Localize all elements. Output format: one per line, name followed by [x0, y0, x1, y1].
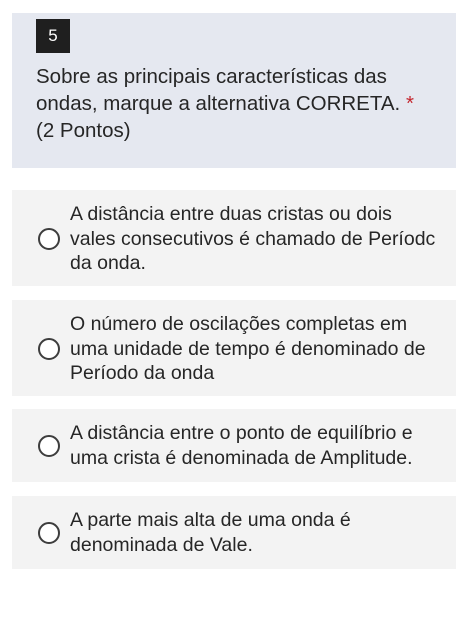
radio-button-icon[interactable] [38, 522, 60, 544]
answer-option-label: A parte mais alta de uma onda é denominada de Vale. [70, 509, 351, 556]
required-marker: * [405, 92, 414, 115]
radio-button-icon[interactable] [38, 228, 60, 250]
radio-button-icon[interactable] [38, 435, 60, 457]
answer-option-2[interactable] [12, 300, 456, 396]
answer-option-4[interactable] [12, 496, 456, 569]
answer-option-label: A distância entre o ponto de equilíbrio e uma crista é denominada de Amplitude. [70, 422, 413, 469]
radio-button-icon[interactable] [38, 338, 60, 360]
question-card [12, 13, 456, 168]
question-points: (2 Pontos) [36, 119, 131, 142]
answer-option-3[interactable] [12, 409, 456, 482]
question-text-block [36, 63, 446, 144]
answer-option-1[interactable] [12, 190, 456, 286]
question-text: Sobre as principais características das ondas, marque a alternativa CORRETA. [36, 65, 401, 115]
answer-option-label: A distância entre duas cristas ou dois vales consecutivos é chamado de Períodc da onda. [70, 203, 436, 274]
question-number-badge: 5 [36, 19, 70, 53]
answer-option-label: O número de oscilações completas em uma unidade de tempo é denominado de Período da onda [70, 313, 426, 384]
